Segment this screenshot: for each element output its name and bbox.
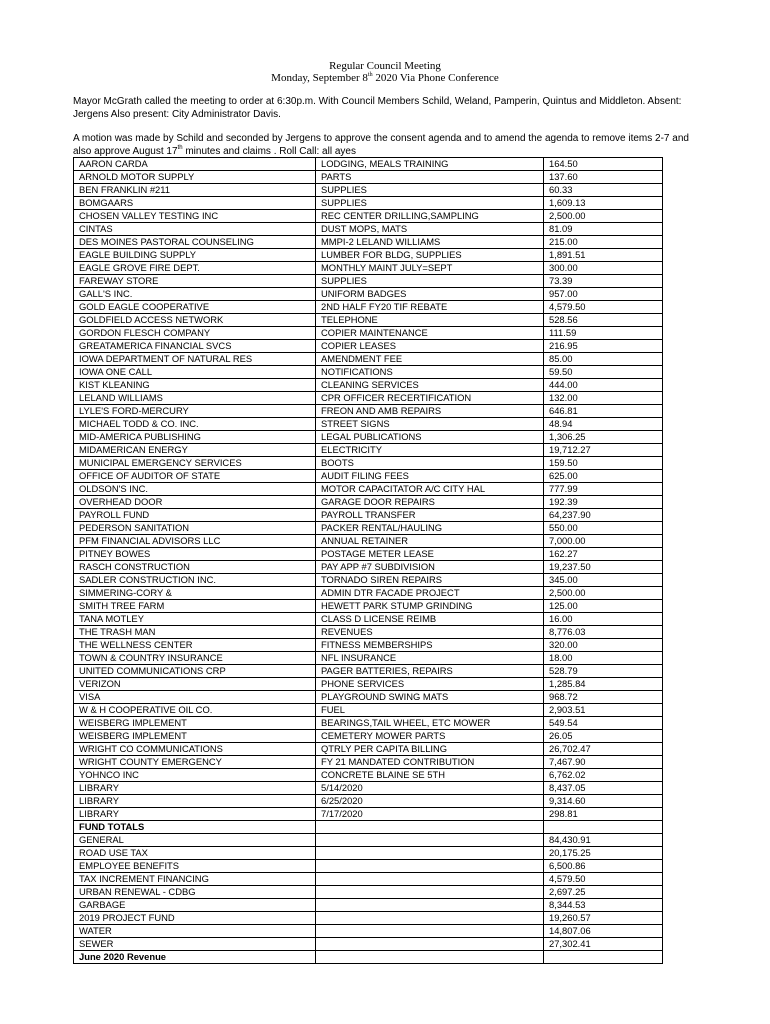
vendor-cell: PFM FINANCIAL ADVISORS LLC <box>74 535 316 548</box>
description-cell: COPIER MAINTENANCE <box>316 327 544 340</box>
claim-row <box>74 353 663 366</box>
amount-cell: 27,302.41 <box>544 938 663 951</box>
vendor-cell: YOHNCO INC <box>74 769 316 782</box>
vendor-cell: WEISBERG IMPLEMENT <box>74 717 316 730</box>
amount-cell: 444.00 <box>544 379 663 392</box>
description-cell <box>316 834 544 847</box>
amount-cell: 85.00 <box>544 353 663 366</box>
vendor-cell: BOMGAARS <box>74 197 316 210</box>
claim-row <box>74 210 663 223</box>
vendor-cell: THE WELLNESS CENTER <box>74 639 316 652</box>
amount-cell: 298.81 <box>544 808 663 821</box>
description-cell <box>316 899 544 912</box>
amount-cell: 81.09 <box>544 223 663 236</box>
motion-paragraph: A motion was made by Schild and seconded by Jergens to approve the consent agenda and to amend the agenda to remove items 2-7 and also approve August 17th minutes and claims . Roll Call: all ayes <box>73 133 689 157</box>
amount-cell: 6,500.86 <box>544 860 663 873</box>
vendor-cell: CINTAS <box>74 223 316 236</box>
description-cell: PAYROLL TRANSFER <box>316 509 544 522</box>
vendor-cell: PAYROLL FUND <box>74 509 316 522</box>
description-cell: TORNADO SIREN REPAIRS <box>316 574 544 587</box>
vendor-cell: IOWA ONE CALL <box>74 366 316 379</box>
description-cell: FUEL <box>316 704 544 717</box>
claim-row <box>74 613 663 626</box>
vendor-cell: W & H COOPERATIVE OIL CO. <box>74 704 316 717</box>
vendor-cell: LELAND WILLIAMS <box>74 392 316 405</box>
meeting-date: Monday, September 8th 2020 Via Phone Conference <box>271 72 499 84</box>
claim-row <box>74 275 663 288</box>
description-cell: CEMETERY MOWER PARTS <box>316 730 544 743</box>
amount-cell: 59.50 <box>544 366 663 379</box>
claim-row <box>74 158 663 171</box>
amount-cell: 73.39 <box>544 275 663 288</box>
claim-row <box>74 470 663 483</box>
claim-row <box>74 197 663 210</box>
description-cell <box>316 873 544 886</box>
claim-row <box>74 548 663 561</box>
amount-cell: 18.00 <box>544 652 663 665</box>
claim-row <box>74 587 663 600</box>
description-cell <box>316 821 544 834</box>
description-cell: ELECTRICITY <box>316 444 544 457</box>
claim-row <box>74 405 663 418</box>
amount-cell: 9,314.60 <box>544 795 663 808</box>
vendor-cell: EMPLOYEE BENEFITS <box>74 860 316 873</box>
description-cell <box>316 951 544 964</box>
claim-row <box>74 808 663 821</box>
claim-row <box>74 301 663 314</box>
claim-row <box>74 314 663 327</box>
amount-cell: 48.94 <box>544 418 663 431</box>
vendor-cell: GORDON FLESCH COMPANY <box>74 327 316 340</box>
description-cell: PLAYGROUND SWING MATS <box>316 691 544 704</box>
vendor-cell: URBAN RENEWAL - CDBG <box>74 886 316 899</box>
claim-row <box>74 574 663 587</box>
claim-row <box>74 184 663 197</box>
amount-cell: 320.00 <box>544 639 663 652</box>
amount-cell: 6,762.02 <box>544 769 663 782</box>
amount-cell: 19,237.50 <box>544 561 663 574</box>
description-cell: TELEPHONE <box>316 314 544 327</box>
amount-cell: 26.05 <box>544 730 663 743</box>
claim-row <box>74 561 663 574</box>
amount-cell: 1,609.13 <box>544 197 663 210</box>
fund-totals-header-row <box>74 821 663 834</box>
amount-cell: 4,579.50 <box>544 301 663 314</box>
claim-row <box>74 743 663 756</box>
claim-row <box>74 769 663 782</box>
description-cell: ADMIN DTR FACADE PROJECT <box>316 587 544 600</box>
amount-cell: 549.54 <box>544 717 663 730</box>
amount-cell: 111.59 <box>544 327 663 340</box>
vendor-cell: GENERAL <box>74 834 316 847</box>
amount-cell: 1,891.51 <box>544 249 663 262</box>
fund-total-row <box>74 925 663 938</box>
claim-row <box>74 704 663 717</box>
description-cell <box>316 925 544 938</box>
vendor-cell: SADLER CONSTRUCTION INC. <box>74 574 316 587</box>
claim-row <box>74 509 663 522</box>
amount-cell: 2,697.25 <box>544 886 663 899</box>
claim-row <box>74 717 663 730</box>
vendor-cell: GARBAGE <box>74 899 316 912</box>
description-cell: PACKER RENTAL/HAULING <box>316 522 544 535</box>
vendor-cell: June 2020 Revenue <box>74 951 316 964</box>
claim-row <box>74 457 663 470</box>
claim-row <box>74 678 663 691</box>
vendor-cell: LIBRARY <box>74 808 316 821</box>
amount-cell: 132.00 <box>544 392 663 405</box>
amount-cell: 19,712.27 <box>544 444 663 457</box>
claim-row <box>74 288 663 301</box>
description-cell: PHONE SERVICES <box>316 678 544 691</box>
claim-row <box>74 691 663 704</box>
description-cell: SUPPLIES <box>316 184 544 197</box>
vendor-cell: ROAD USE TAX <box>74 847 316 860</box>
description-cell: NFL INSURANCE <box>316 652 544 665</box>
description-cell: AMENDMENT FEE <box>316 353 544 366</box>
description-cell: PAY APP #7 SUBDIVISION <box>316 561 544 574</box>
amount-cell: 162.27 <box>544 548 663 561</box>
claim-row <box>74 483 663 496</box>
amount-cell: 2,903.51 <box>544 704 663 717</box>
claim-row <box>74 665 663 678</box>
vendor-cell: VERIZON <box>74 678 316 691</box>
description-cell: FITNESS MEMBERSHIPS <box>316 639 544 652</box>
vendor-cell: GOLD EAGLE COOPERATIVE <box>74 301 316 314</box>
description-cell: MMPI-2 LELAND WILLIAMS <box>316 236 544 249</box>
vendor-cell: TAX INCREMENT FINANCING <box>74 873 316 886</box>
vendor-cell: KIST KLEANING <box>74 379 316 392</box>
vendor-cell: CHOSEN VALLEY TESTING INC <box>74 210 316 223</box>
claim-row <box>74 223 663 236</box>
vendor-cell: MID-AMERICA PUBLISHING <box>74 431 316 444</box>
vendor-cell: OLDSON'S INC. <box>74 483 316 496</box>
claim-row <box>74 535 663 548</box>
amount-cell: 60.33 <box>544 184 663 197</box>
description-cell <box>316 912 544 925</box>
amount-cell: 137.60 <box>544 171 663 184</box>
description-cell: FREON AND AMB REPAIRS <box>316 405 544 418</box>
description-cell: NOTIFICATIONS <box>316 366 544 379</box>
vendor-cell: MICHAEL TODD & CO. INC. <box>74 418 316 431</box>
amount-cell <box>544 821 663 834</box>
claim-row <box>74 418 663 431</box>
vendor-cell: FUND TOTALS <box>74 821 316 834</box>
vendor-cell: THE TRASH MAN <box>74 626 316 639</box>
description-cell: MOTOR CAPACITATOR A/C CITY HAL <box>316 483 544 496</box>
vendor-cell: WRIGHT COUNTY EMERGENCY <box>74 756 316 769</box>
claim-row <box>74 756 663 769</box>
amount-cell: 14,807.06 <box>544 925 663 938</box>
vendor-cell: WRIGHT CO COMMUNICATIONS <box>74 743 316 756</box>
vendor-cell: TANA MOTLEY <box>74 613 316 626</box>
amount-cell: 8,344.53 <box>544 899 663 912</box>
claim-row <box>74 730 663 743</box>
claim-row <box>74 431 663 444</box>
claim-row <box>74 782 663 795</box>
claim-row <box>74 327 663 340</box>
fund-total-row <box>74 938 663 951</box>
vendor-cell: GALL'S INC. <box>74 288 316 301</box>
revenue-header-row <box>74 951 663 964</box>
amount-cell: 16.00 <box>544 613 663 626</box>
vendor-cell: UNITED COMMUNICATIONS CRP <box>74 665 316 678</box>
amount-cell: 19,260.57 <box>544 912 663 925</box>
fund-total-row <box>74 886 663 899</box>
description-cell: COPIER LEASES <box>316 340 544 353</box>
amount-cell: 777.99 <box>544 483 663 496</box>
claim-row <box>74 795 663 808</box>
amount-cell: 300.00 <box>544 262 663 275</box>
vendor-cell: EAGLE GROVE FIRE DEPT. <box>74 262 316 275</box>
amount-cell: 528.79 <box>544 665 663 678</box>
description-cell <box>316 886 544 899</box>
claim-row <box>74 522 663 535</box>
amount-cell: 192.39 <box>544 496 663 509</box>
amount-cell: 7,467.90 <box>544 756 663 769</box>
amount-cell: 2,500.00 <box>544 210 663 223</box>
fund-total-row <box>74 847 663 860</box>
description-cell: QTRLY PER CAPITA BILLING <box>316 743 544 756</box>
description-cell: CONCRETE BLAINE SE 5TH <box>316 769 544 782</box>
vendor-cell: EAGLE BUILDING SUPPLY <box>74 249 316 262</box>
amount-cell: 20,175.25 <box>544 847 663 860</box>
description-cell: 6/25/2020 <box>316 795 544 808</box>
amount-cell: 1,285.84 <box>544 678 663 691</box>
description-cell: FY 21 MANDATED CONTRIBUTION <box>316 756 544 769</box>
amount-cell: 8,437.05 <box>544 782 663 795</box>
description-cell: SUPPLIES <box>316 275 544 288</box>
description-cell <box>316 860 544 873</box>
description-cell <box>316 847 544 860</box>
amount-cell: 625.00 <box>544 470 663 483</box>
description-cell: LODGING, MEALS TRAINING <box>316 158 544 171</box>
vendor-cell: SEWER <box>74 938 316 951</box>
claim-row <box>74 496 663 509</box>
claim-row <box>74 392 663 405</box>
amount-cell: 968.72 <box>544 691 663 704</box>
vendor-cell: FAREWAY STORE <box>74 275 316 288</box>
amount-cell: 528.56 <box>544 314 663 327</box>
amount-cell: 26,702.47 <box>544 743 663 756</box>
claim-row <box>74 340 663 353</box>
vendor-cell: ARNOLD MOTOR SUPPLY <box>74 171 316 184</box>
vendor-cell: TOWN & COUNTRY INSURANCE <box>74 652 316 665</box>
vendor-cell: 2019 PROJECT FUND <box>74 912 316 925</box>
vendor-cell: GOLDFIELD ACCESS NETWORK <box>74 314 316 327</box>
fund-total-row <box>74 873 663 886</box>
description-cell: BOOTS <box>316 457 544 470</box>
meeting-title: Regular Council Meeting <box>329 60 441 72</box>
description-cell: LEGAL PUBLICATIONS <box>316 431 544 444</box>
description-cell: STREET SIGNS <box>316 418 544 431</box>
vendor-cell: SMITH TREE FARM <box>74 600 316 613</box>
amount-cell: 550.00 <box>544 522 663 535</box>
description-cell: SUPPLIES <box>316 197 544 210</box>
vendor-cell: WATER <box>74 925 316 938</box>
claim-row <box>74 652 663 665</box>
description-cell: 7/17/2020 <box>316 808 544 821</box>
amount-cell: 64,237.90 <box>544 509 663 522</box>
amount-cell: 164.50 <box>544 158 663 171</box>
claim-row <box>74 249 663 262</box>
fund-total-row <box>74 912 663 925</box>
claim-row <box>74 262 663 275</box>
claim-row <box>74 236 663 249</box>
description-cell: BEARINGS,TAIL WHEEL, ETC MOWER <box>316 717 544 730</box>
claim-row <box>74 444 663 457</box>
vendor-cell: AARON CARDA <box>74 158 316 171</box>
vendor-cell: LYLE'S FORD-MERCURY <box>74 405 316 418</box>
vendor-cell: LIBRARY <box>74 795 316 808</box>
description-cell: GARAGE DOOR REPAIRS <box>316 496 544 509</box>
claim-row <box>74 600 663 613</box>
description-cell <box>316 938 544 951</box>
claim-row <box>74 379 663 392</box>
vendor-cell: DES MOINES PASTORAL COUNSELING <box>74 236 316 249</box>
description-cell: REVENUES <box>316 626 544 639</box>
claim-row <box>74 171 663 184</box>
vendor-cell: SIMMERING-CORY & <box>74 587 316 600</box>
vendor-cell: MIDAMERICAN ENERGY <box>74 444 316 457</box>
description-cell: CPR OFFICER RECERTIFICATION <box>316 392 544 405</box>
claim-row <box>74 626 663 639</box>
amount-cell: 4,579.50 <box>544 873 663 886</box>
amount-cell: 2,500.00 <box>544 587 663 600</box>
fund-total-row <box>74 860 663 873</box>
vendor-cell: RASCH CONSTRUCTION <box>74 561 316 574</box>
claim-row <box>74 366 663 379</box>
description-cell: AUDIT FILING FEES <box>316 470 544 483</box>
description-cell: POSTAGE METER LEASE <box>316 548 544 561</box>
amount-cell: 215.00 <box>544 236 663 249</box>
description-cell: LUMBER FOR BLDG, SUPPLIES <box>316 249 544 262</box>
vendor-cell: MUNICIPAL EMERGENCY SERVICES <box>74 457 316 470</box>
description-cell: MONTHLY MAINT JULY=SEPT <box>316 262 544 275</box>
claim-row <box>74 639 663 652</box>
call-to-order-paragraph: Mayor McGrath called the meeting to order at 6:30p.m. With Council Members Schild, Weland, Pamperin, Quintus and Middleton. Absent: Jergens Also present: City Administrator Davis. <box>73 96 682 120</box>
description-cell: PAGER BATTERIES, REPAIRS <box>316 665 544 678</box>
amount-cell: 8,776.03 <box>544 626 663 639</box>
fund-total-row <box>74 834 663 847</box>
amount-cell: 957.00 <box>544 288 663 301</box>
description-cell: CLEANING SERVICES <box>316 379 544 392</box>
vendor-cell: GREATAMERICA FINANCIAL SVCS <box>74 340 316 353</box>
description-cell: CLASS D LICENSE REIMB <box>316 613 544 626</box>
description-cell: REC CENTER DRILLING,SAMPLING <box>316 210 544 223</box>
description-cell: PARTS <box>316 171 544 184</box>
amount-cell <box>544 951 663 964</box>
description-cell: 5/14/2020 <box>316 782 544 795</box>
vendor-cell: PEDERSON SANITATION <box>74 522 316 535</box>
amount-cell: 125.00 <box>544 600 663 613</box>
vendor-cell: BEN FRANKLIN #211 <box>74 184 316 197</box>
description-cell: DUST MOPS, MATS <box>316 223 544 236</box>
vendor-cell: IOWA DEPARTMENT OF NATURAL RES <box>74 353 316 366</box>
vendor-cell: OFFICE OF AUDITOR OF STATE <box>74 470 316 483</box>
amount-cell: 216.95 <box>544 340 663 353</box>
amount-cell: 7,000.00 <box>544 535 663 548</box>
amount-cell: 345.00 <box>544 574 663 587</box>
amount-cell: 646.81 <box>544 405 663 418</box>
amount-cell: 84,430.91 <box>544 834 663 847</box>
description-cell: ANNUAL RETAINER <box>316 535 544 548</box>
description-cell: 2ND HALF FY20 TIF REBATE <box>316 301 544 314</box>
vendor-cell: WEISBERG IMPLEMENT <box>74 730 316 743</box>
description-cell: HEWETT PARK STUMP GRINDING <box>316 600 544 613</box>
claims-table <box>73 157 663 964</box>
amount-cell: 1,306.25 <box>544 431 663 444</box>
vendor-cell: PITNEY BOWES <box>74 548 316 561</box>
fund-total-row <box>74 899 663 912</box>
amount-cell: 159.50 <box>544 457 663 470</box>
vendor-cell: OVERHEAD DOOR <box>74 496 316 509</box>
vendor-cell: VISA <box>74 691 316 704</box>
description-cell: UNIFORM BADGES <box>316 288 544 301</box>
vendor-cell: LIBRARY <box>74 782 316 795</box>
